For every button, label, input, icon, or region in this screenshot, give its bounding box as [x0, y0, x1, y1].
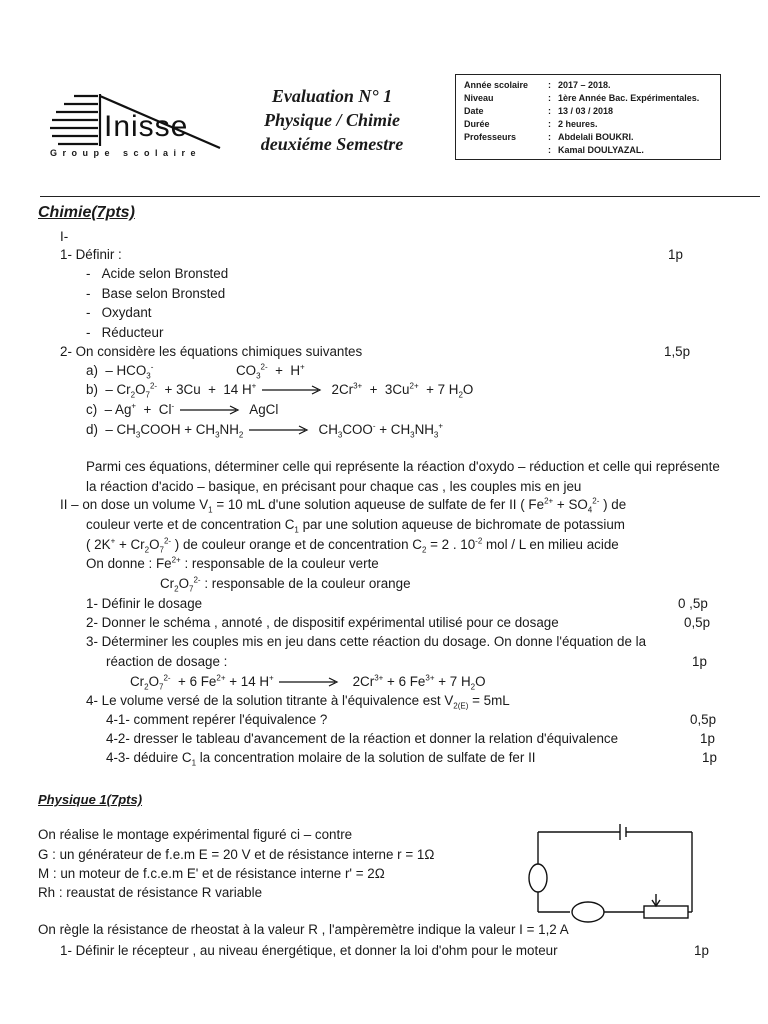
- on-donne-cr: $Cr_2O_7^{2-}$ : responsable de la couleur orange: [160, 575, 411, 594]
- on-donne-fe: On donne : $Fe^{2+}$ : responsable de la couleur verte: [86, 555, 379, 571]
- question-dosage-2: 2- Donner le schéma , annoté , de dispositif expérimental utilisé pour ce dosage: [86, 615, 559, 630]
- info-label: Professeurs: [464, 132, 517, 142]
- dosage-equation: $Cr_2O_7^{2-} + 6$ $Fe^{2+} + 14$ H+ $2Cr^{3+} + 6$ $Fe^{3+} + 7$ $H_2O$: [130, 673, 486, 692]
- reaction-arrow: [277, 677, 341, 687]
- points: 1,5p: [664, 344, 691, 359]
- info-label: Niveau: [464, 93, 494, 103]
- points: 1p: [668, 247, 683, 262]
- logo-name: Inisse: [104, 110, 189, 143]
- equation-d: $d) - CH_3COOH + CH_3NH_2$ $CH_3COO^- + CH_3NH_3^+$: [86, 421, 444, 440]
- definition-item: - Oxydant: [86, 305, 152, 320]
- question-1: 1- Définir :: [60, 247, 122, 262]
- section-physique-heading: Physique 1(7pts): [38, 792, 143, 807]
- header-divider: [40, 196, 760, 197]
- reaction-arrow: [247, 425, 311, 435]
- equation-b: $b) - Cr_2O_7^{2-} + 3Cu + 14$ H+ $2Cr^{3+} + 3Cu^{2+} + 7$ $H_2O$: [86, 381, 474, 400]
- definition-item: - Acide selon Bronsted: [86, 266, 229, 281]
- subquestion-4-3: 4-3- déduire $C_1$ la concentration molaire de la solution de sulfate de fer II: [106, 750, 536, 768]
- definition-item: - Base selon Bronsted: [86, 286, 226, 301]
- info-label: Durée: [464, 119, 490, 129]
- points: 0,5p: [690, 712, 717, 727]
- points: 0 ,5p: [678, 596, 708, 611]
- exam-subject: Physique / Chimie: [263, 110, 400, 130]
- physique-line: Rh : reaustat de résistance R variable: [38, 885, 263, 900]
- physique-line: G : un générateur de f.e.m E = 20 V et de résistance interne r = 1Ω: [38, 847, 435, 862]
- info-label: Date: [464, 106, 484, 116]
- section-chimie-heading: Chimie(7pts): [38, 204, 135, 221]
- info-value: Kamal DOULYAZAL.: [558, 145, 644, 155]
- exam-title: Evaluation N° 1: [271, 86, 393, 106]
- info-value: 13 / 03 / 2018: [558, 106, 614, 116]
- school-logo: [44, 92, 234, 164]
- equation-c: c) – Ag+ + Cl- AgCl: [86, 401, 279, 417]
- physique-line: M : un moteur de f.c.e.m E' et de résistance interne r' = 2Ω: [38, 866, 385, 881]
- info-label: Année scolaire: [464, 80, 529, 90]
- subquestion-4-1: 4-1- comment repérer l'équivalence ?: [106, 712, 328, 727]
- points: 1p: [692, 654, 707, 669]
- info-value: 2 heures.: [558, 119, 598, 129]
- question-dosage-3: 3- Déterminer les couples mis en jeu dans cette réaction du dosage. On donne l'équation de la: [86, 634, 647, 649]
- points: 1p: [694, 943, 709, 958]
- equation-a: $a) - HCO_3^-$: [86, 362, 154, 381]
- part-2-text-line3: ( $2K^+ + Cr_2O_7^{2-}$ ) de couleur orange et de concentration $C_2 = 2$ . $10^{-2}$ mol / L en milieu acide: [86, 536, 619, 555]
- points: 1p: [700, 731, 715, 746]
- definition-item: - Réducteur: [86, 325, 164, 340]
- info-value: 2017 – 2018.: [558, 80, 611, 90]
- question-dosage-4: 4- Le volume versé de la solution titrante à l'équivalence est $V_{2(E)} = 5mL$: [86, 693, 510, 711]
- question-dosage-1: 1- Définir le dosage: [86, 596, 203, 611]
- physique-line: On réalise le montage expérimental figuré ci – contre: [38, 827, 353, 842]
- logo-subtitle: Groupe scolaire: [50, 148, 202, 158]
- circuit-svg: [520, 822, 750, 932]
- question-2: 2- On considère les équations chimiques suivantes: [60, 344, 363, 359]
- part-2-text-line1: II – on dose un volume $V_1 = 10$ mL d'une solution aqueuse de sulfate de fer II ( $Fe^{2+} + SO_4^{2-}$ ) de: [60, 496, 627, 515]
- part-label: I-: [60, 229, 69, 244]
- points: 0,5p: [684, 615, 711, 630]
- subquestion-4-2: 4-2- dresser le tableau d'avancement de la réaction et donner la relation d'équivalence: [106, 731, 619, 746]
- exam-semester: deuxiéme Semestre: [260, 134, 404, 154]
- equation-a-products: $CO_3^{2-} + H^+$: [236, 362, 305, 381]
- question-dosage-3-cont: réaction de dosage :: [106, 654, 228, 669]
- paragraph-instructions: Parmi ces équations, déterminer celle qui représente la réaction d'oxydo – réduction et celle qui représente la réaction d'acido – basique, en précisant pour chaque cas , les couples mis en jeu: [86, 459, 720, 494]
- physique-paragraph: On règle la résistance de rheostat à la valeur R , l'ampèremètre indique la valeur I = 1,2 A: [38, 922, 569, 937]
- physique-question-1: 1- Définir le récepteur , au niveau énergétique, et donner la loi d'ohm pour le moteur: [60, 943, 558, 958]
- reaction-arrow: [260, 385, 324, 395]
- reaction-arrow: [178, 405, 242, 415]
- info-value: Abdelali BOUKRI.: [558, 132, 634, 142]
- points: 1p: [702, 750, 717, 765]
- circuit-diagram: [520, 822, 750, 932]
- part-2-text-line2: couleur verte et de concentration $C_1$ par une solution aqueuse de bichromate de potassium: [86, 517, 625, 535]
- info-box: Année scolaire : 2017 – 2018. Niveau : 1ère Année Bac. Expérimentales. Date : 13 / 03 / 2018 Durée : 2 heures. Professeurs : Abdelali BOUKRI. : Kamal DOULYAZAL.: [455, 74, 721, 160]
- info-value: 1ère Année Bac. Expérimentales.: [558, 93, 700, 103]
